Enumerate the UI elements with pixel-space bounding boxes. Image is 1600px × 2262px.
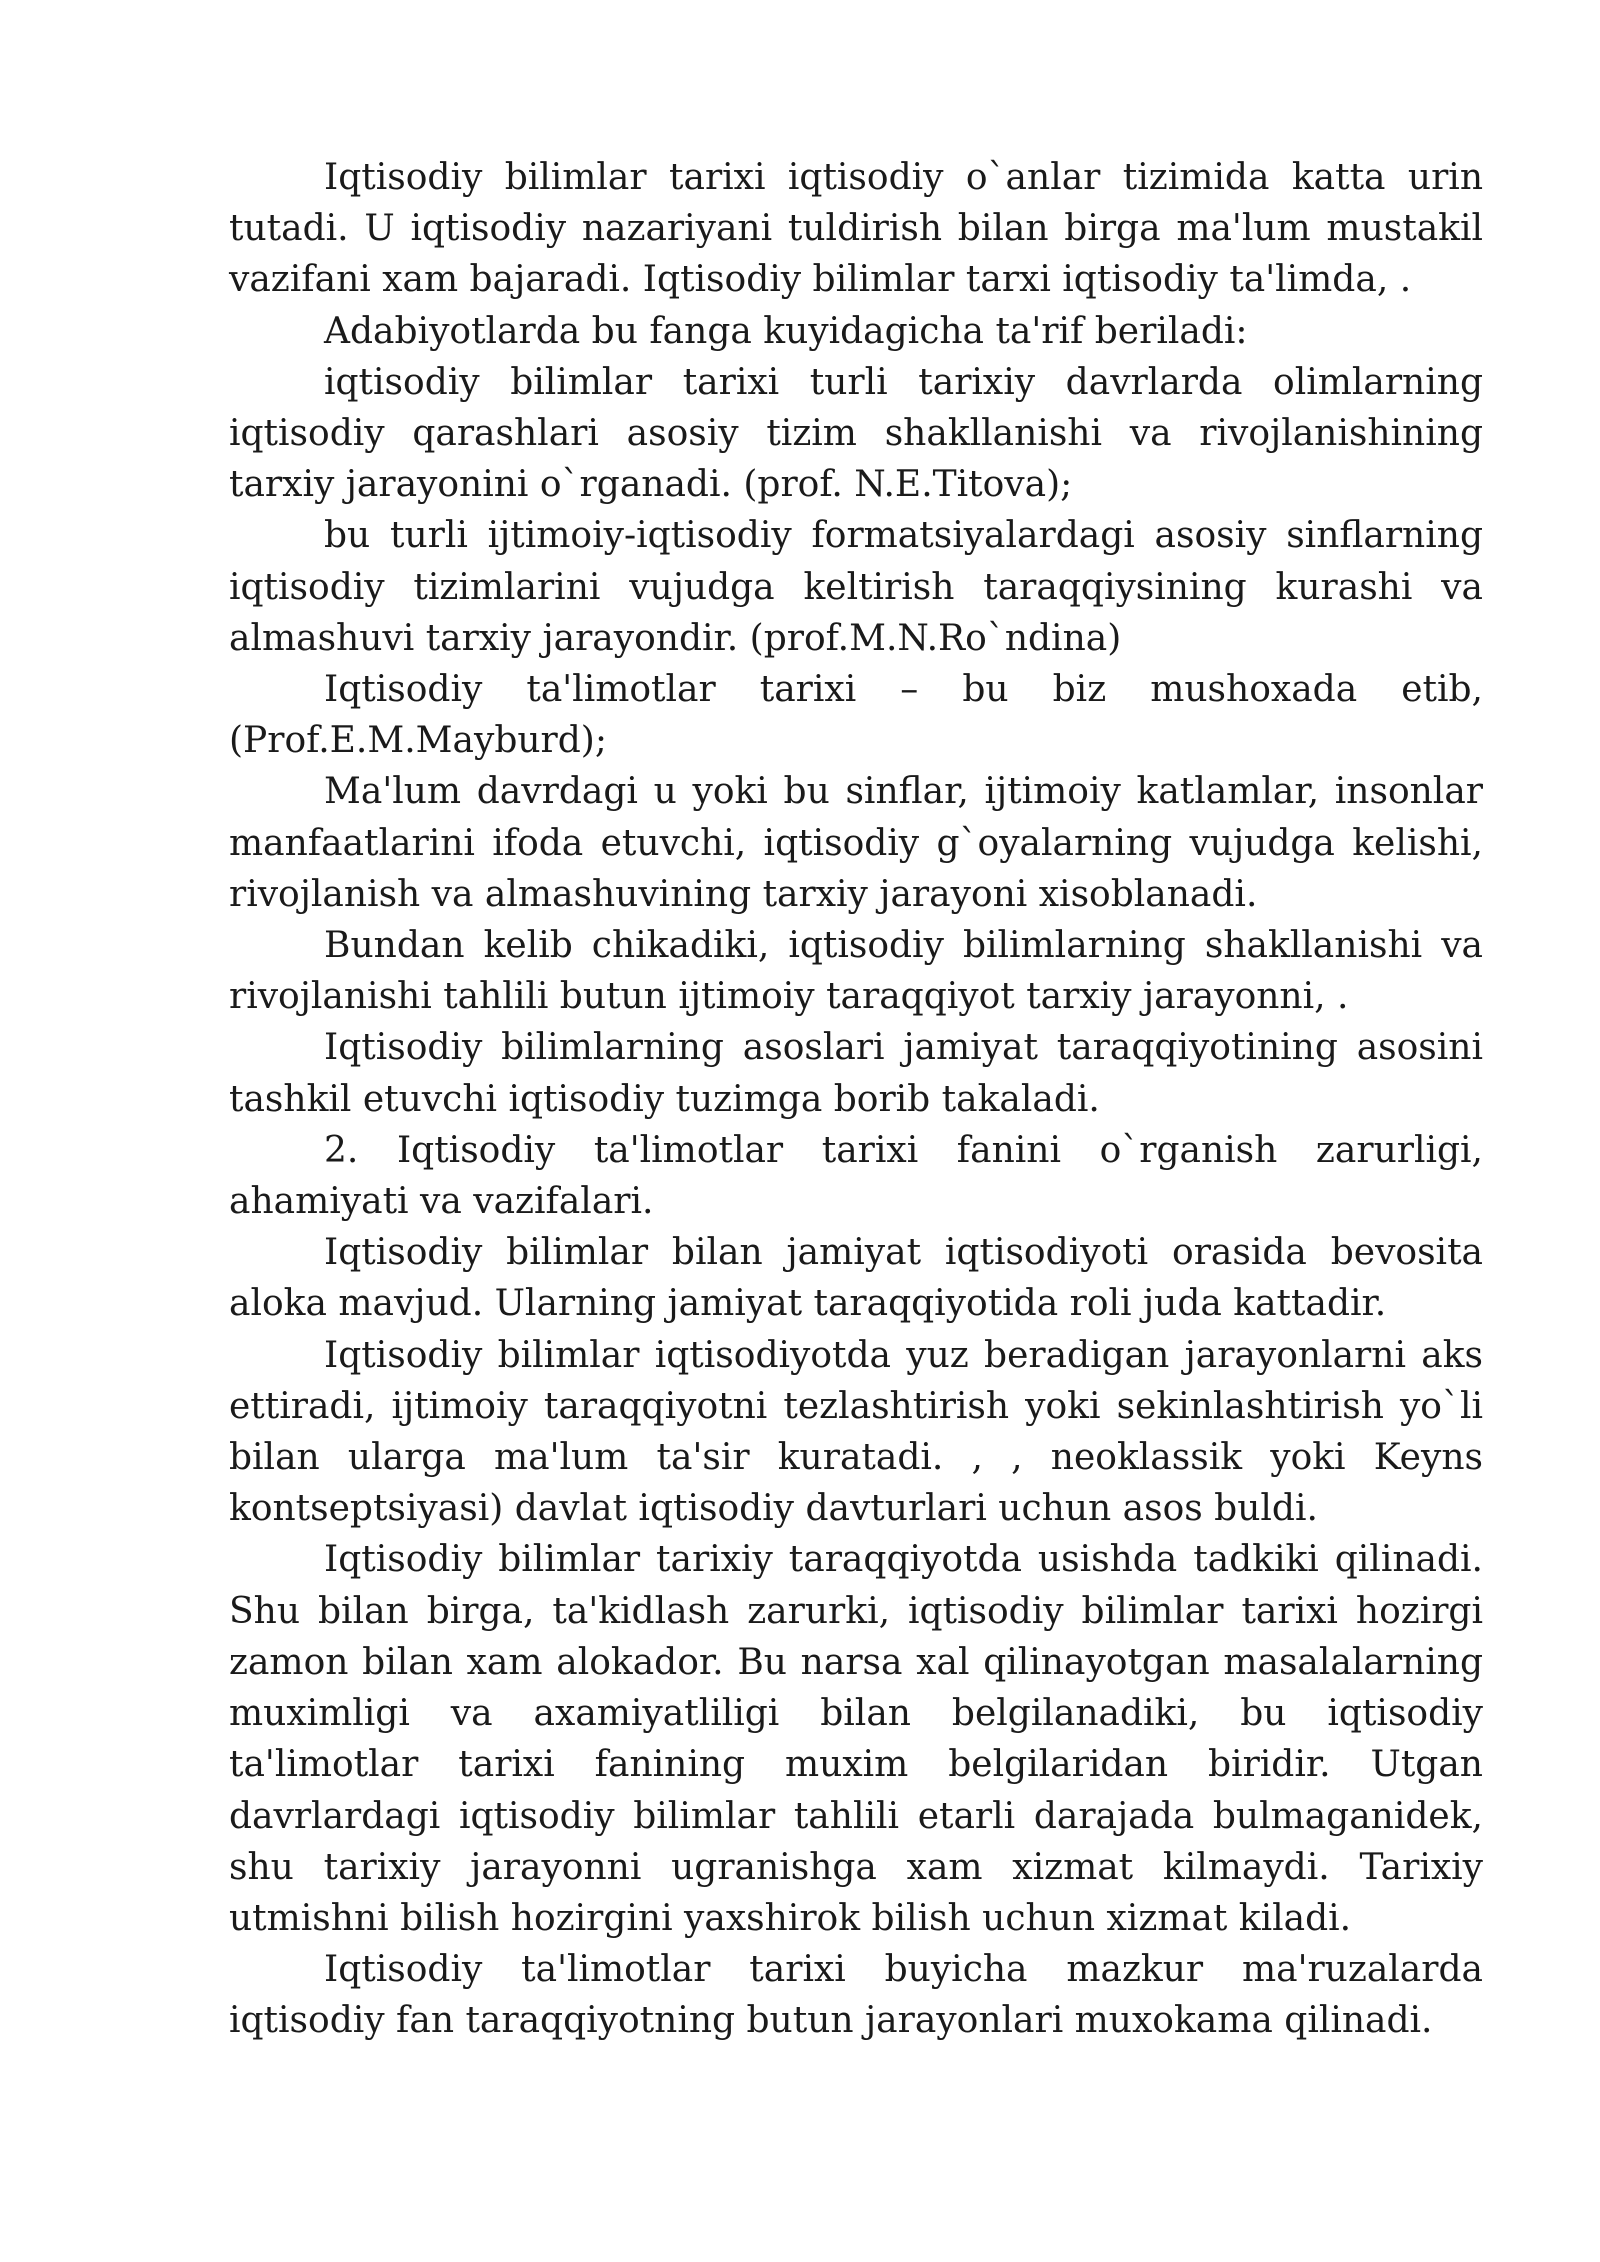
paragraph: iqtisodiy bilimlar tarixi turli tarixiy davrlarda olimlarning iqtisodiy qarashlari asosiy tizim shakllanishi va rivojlanishining tarxiy jarayonini o`rganadi. (prof. N.E.Titova); xyxy=(229,361,1483,506)
paragraph: Iqtisodiy ta'limotlar tarixi buyicha mazkur ma'ruzalarda iqtisodiy fan taraqqiyotning butun jarayonlari muxokama qilinadi. xyxy=(229,1949,1483,2042)
document-body xyxy=(229,152,1483,2047)
paragraph: Iqtisodiy bilimlar iqtisodiyotda yuz beradigan jarayonlarni aks ettiradi, ijtimoiy taraqqiyotni tezlashtirish yoki sekinlashtirish yo`li bilan ularga ma'lum ta'sir kuratadi. , , neoklassik yoki Keyns kontseptsiyasi) davlat iqtisodiy davturlari uchun asos buldi. xyxy=(229,1334,1483,1530)
paragraph: Bundan kelib chikadiki, iqtisodiy bilimlarning shakllanishi va rivojlanishi tahlili butun ijtimoiy taraqqiyot tarxiy jarayonni, . xyxy=(229,925,1483,1018)
section-heading: 2. Iqtisodiy ta'limotlar tarixi fanini o`rganish zarurligi, ahamiyati va vazifalari. xyxy=(229,1129,1483,1223)
paragraph: bu turli ijtimoiy-iqtisodiy formatsiyalardagi asosiy sinflarning iqtisodiy tizimlarini vujudga keltirish taraqqiysining kurashi va almashuvi tarxiy jarayondir. (prof.M.N.Ro`ndina) xyxy=(229,515,1483,659)
paragraph: Iqtisodiy ta'limotlar tarixi – bu biz mushoxada etib, (Prof.E.M.Mayburd); xyxy=(229,669,1483,762)
paragraph: Iqtisodiy bilimlar tarixi iqtisodiy o`anlar tizimida katta urin tutadi. U iqtisodiy nazariyani tuldirish bilan birga ma'lum mustakil vazifani xam bajaradi. Iqtisodiy bilimlar tarxi iqtisodiy ta'limda, . xyxy=(229,157,1483,301)
paragraph: Iqtisodiy bilimlarning asoslari jamiyat taraqqiyotining asosini tashkil etuvchi iqtisodiy tuzimga borib takaladi. xyxy=(229,1027,1483,1120)
paragraph: Ma'lum davrdagi u yoki bu sinflar, ijtimoiy katlamlar, insonlar manfaatlarini ifoda etuvchi, iqtisodiy g`oyalarning vujudga kelishi, rivojlanish va almashuvining tarxiy jarayoni xisoblanadi. xyxy=(229,771,1483,915)
paragraph: Iqtisodiy bilimlar tarixiy taraqqiyotda usishda tadkiki qilinadi. Shu bilan birga, ta'kidlash zarurki, iqtisodiy bilimlar tarixi hozirgi zamon bilan xam alokador. Bu narsa xal qilinayotgan masalalarning muximligi va axamiyatliligi bilan belgilanadiki, bu iqtisodiy ta'limotlar tarixi fanining muxim belgilaridan biridir. Utgan davrlardagi iqtisodiy bilimlar tahlili etarli darajada bulmaganidek, shu tarixiy jarayonni ugranishga xam xizmat kilmaydi. Tarixiy utmishni bilish hozirgini yaxshirok bilish uchun xizmat kiladi. xyxy=(229,1539,1483,1939)
paragraph: Iqtisodiy bilimlar bilan jamiyat iqtisodiyoti orasida bevosita aloka mavjud. Ularning jamiyat taraqqiyotida roli juda kattadir. xyxy=(229,1232,1483,1325)
paragraph: Adabiyotlarda bu fanga kuyidagicha ta'rif beriladi: xyxy=(324,310,1248,352)
